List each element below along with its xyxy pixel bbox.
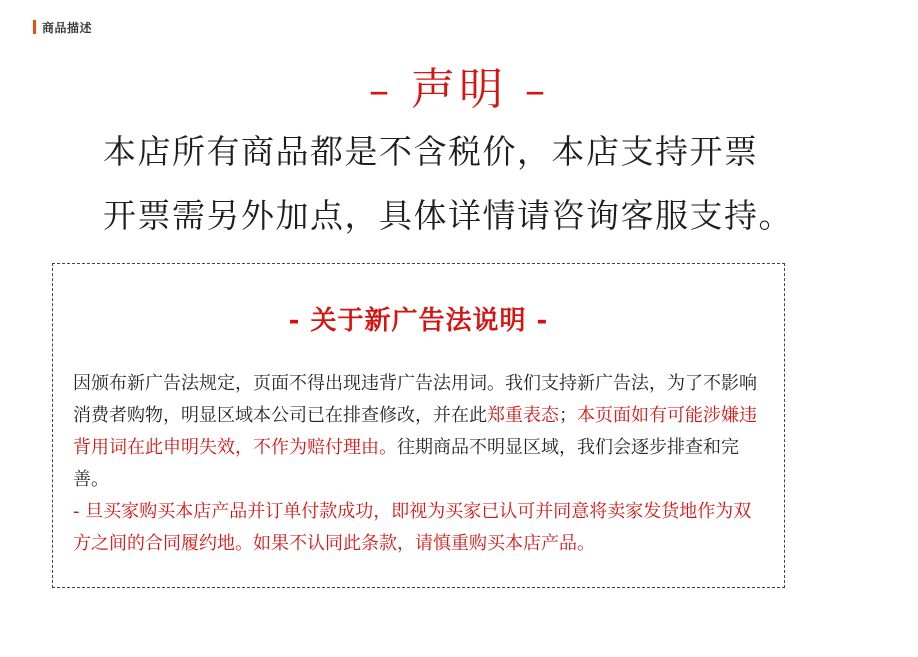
title-text: 声明 (411, 64, 507, 115)
title-dash-right: – (525, 68, 549, 114)
declaration-line-1: 本店所有商品都是不含税价，本店支持开票 (103, 132, 759, 171)
notice-text: 往期商品不明显区域，我们会逐步排查和完善。 (73, 437, 739, 490)
section-header-label: 商品描述 (42, 20, 93, 35)
section-header (33, 19, 92, 35)
declaration-title (351, 64, 567, 115)
declaration-title-wrap (0, 60, 918, 120)
notice-paragraph-1 (73, 368, 768, 496)
notice-text: 因颁布新广告法规定，页面不得出现违背广告法用词。我们支持新广告法，为了不影响消费者购物，明显区域本公司已在排查修改，并在此 (73, 373, 757, 426)
notice-paragraph-2: - 旦买家购买本店产品并订单付款成功，即视为买家已认可并同意将卖家发货地作为双方之间的合同履约地。如果不认同此条款，请慎重购买本店产品。 (73, 501, 752, 554)
declaration-line-2: 开票需另外加点，具体详情请咨询客服支持。 (103, 196, 793, 235)
ad-law-notice-box (52, 263, 785, 588)
accent-bar (33, 20, 36, 34)
notice-highlight: 郑重表态 (487, 405, 559, 426)
notice-highlight: 本页面如有可能涉嫌违背用词在此申明失效，不作为赔付理由。 (73, 405, 757, 458)
title-dash-left: – (369, 68, 393, 114)
notice-separator: ； (559, 405, 577, 426)
notice-title: - 关于新广告法说明 - (288, 306, 549, 336)
notice-body (73, 368, 768, 560)
